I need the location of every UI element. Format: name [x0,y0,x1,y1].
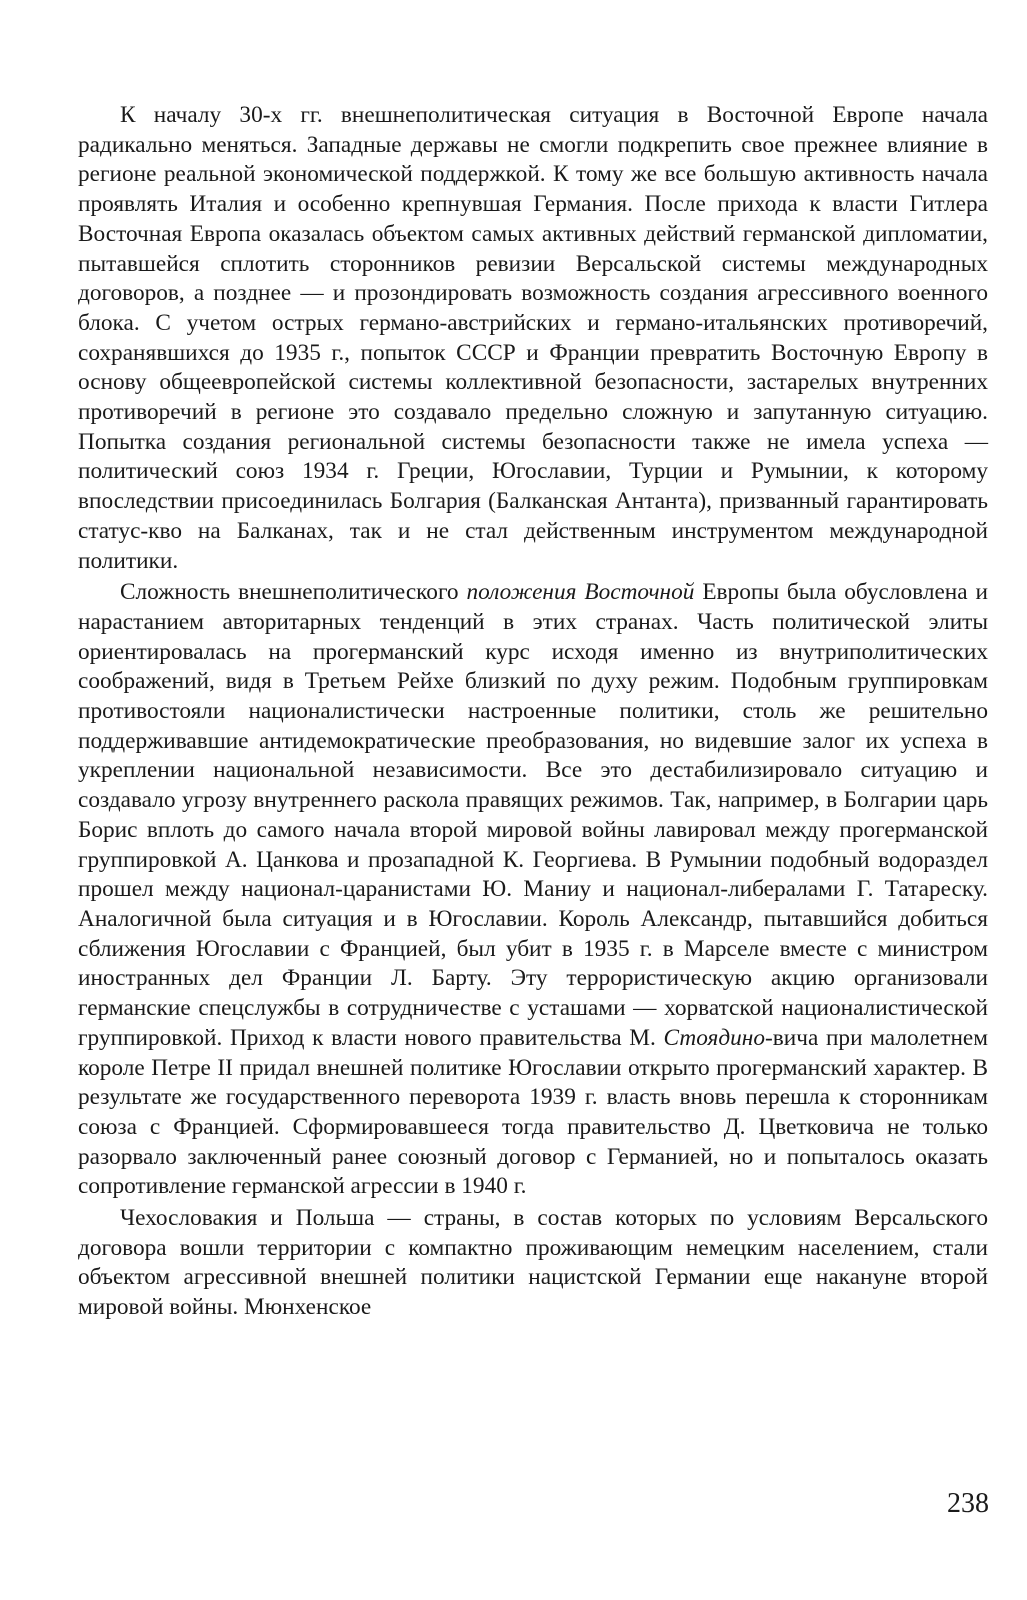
paragraph-2 [78,578,988,1202]
paragraph-1-text: К началу 30-х гг. внешнеполитическая ситуация в Восточной Европе начала радикально меняться. Западные державы не смогли подкрепить свое прежнее влияние в регионе реальной экономической поддержкой. К тому же все большую активность начала проявлять Италия и особенно крепнувшая Германия. После прихода к власти Гитлера Восточная Европа оказалась объектом самых активных действий германской дипломатии, пытавшейся сплотить сторонников ревизии Версальской системы международных договоров, а позднее — и прозондировать возможность создания агрессивного военного блока. С учетом острых германо-австрийских и германо-итальянских противоречий, сохранявшихся до 1935 г., попыток СССР и Франции превратить Восточную Европу в основу общеевропейской системы коллективной безопасности, застарелых внутренних противоречий в регионе это создавало предельно сложную и запутанную ситуацию. Попытка создания региональной системы безопасности также не имела успеха — политический союз 1934 г. Греции, Югославии, Турции и Румынии, к которому впоследствии присоединилась Болгария (Балканская Антанта), призванный гарантировать статус-кво на Балканах, так и не стал действенным инструментом международной политики. [78,102,988,574]
paragraph-1 [78,101,988,576]
paragraph-2-text-a: Сложность внешнеполитического [120,579,467,606]
page-number: 238 [947,1488,989,1519]
paragraph-2-text-c: -вича при малолетнем короле Петре II придал внешней политике Югославии открыто прогерманский характер. В результате же государственного переворота 1939 г. власть вновь перешла к сторонникам союза с Францией. Сформировавшееся тогда правительство Д. Цветковича не только разорвало заключенный ранее союзный договор с Германией, но и попыталось оказать сопротивление германской агрессии в 1940 г. [78,1024,989,1200]
paragraph-2-italic-b: Стоядино [663,1024,766,1051]
paragraph-2-italic-a: положения Восточной [466,579,695,606]
paragraph-2-text-b: Европы была обусловлена и нарастанием авторитарных тенденций в этих странах. Часть политической элиты ориентировалась на прогерманский курс исходя именно из внутриполитических соображений, видя в Третьем Рейхе близкий по духу режим. Подобным группировкам противостояли националистически настроенные политики, столь же решительно поддерживавшие антидемократические преобразования, но видевшие залог их успеха в укреплении национальной независимости. Все это дестабилизировало ситуацию и создавало угрозу внутреннего раскола правящих режимов. Так, например, в Болгарии царь Борис вплоть до самого начала второй мировой войны лавировал между прогерманской группировкой А. Цанкова и прозападной К. Георгиева. В Румынии подобный водораздел прошел между национал-царанистами Ю. Маниу и национал-либералами Г. Татареску. Аналогичной была ситуация и в Югославии. Король Александр, пытавшийся добиться сближения Югославии с Францией, был убит в 1935 г. в Марселе вместе с министром иностранных дел Франции Л. Барту. Эту террористическую акцию организовали германские спецслужбы в сотрудничестве с усташами — хорватской националистической группировкой. Приход к власти нового правительства М. [78,579,988,1051]
body-text [78,101,988,1323]
paragraph-3-text: Чехословакия и Польша — страны, в состав которых по условиям Версальского договора вошли территории с компактно проживающим немецким населением, стали объектом агрессивной внешней политики нацистской Германии еще накануне второй мировой войны. Мюнхенское [78,1205,988,1321]
paragraph-3 [78,1204,988,1323]
